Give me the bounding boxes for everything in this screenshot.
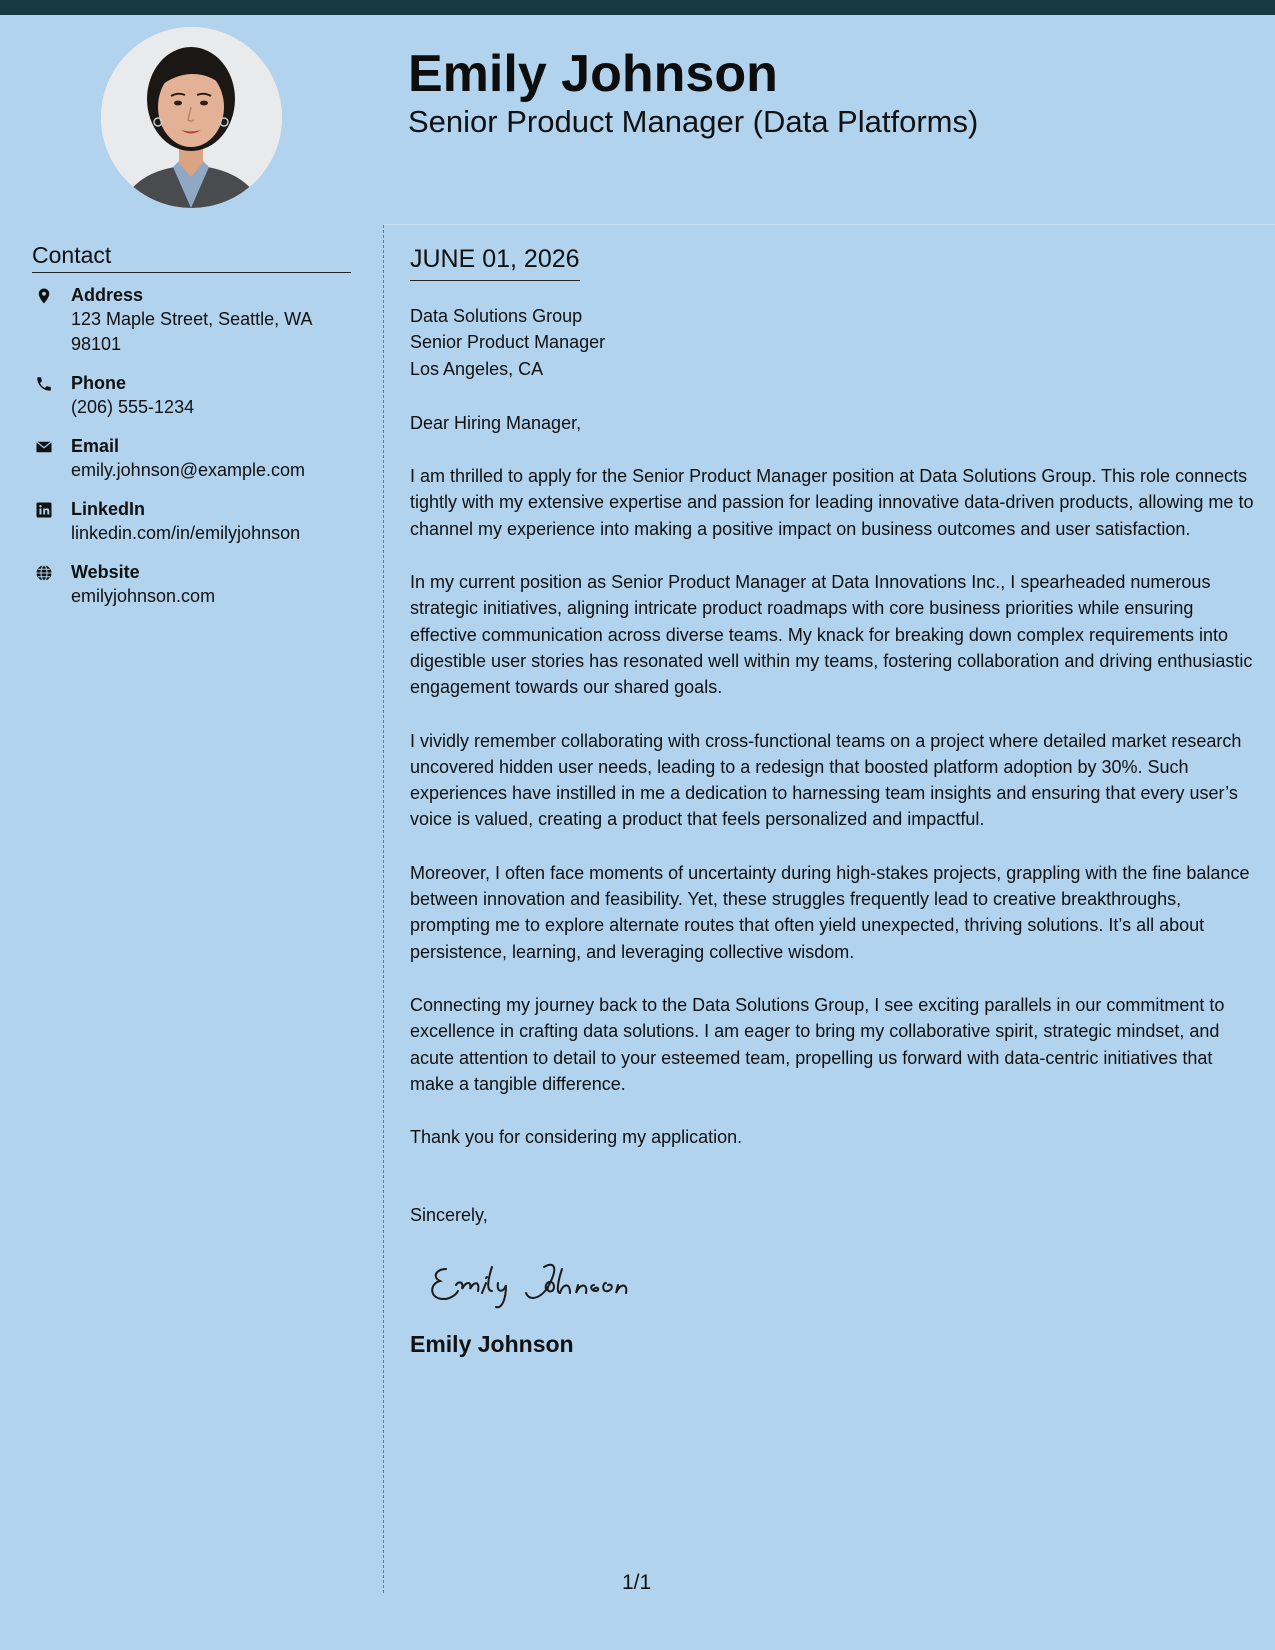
contact-label: LinkedIn [71,499,146,519]
contact-label: Phone [71,373,127,393]
contact-item-website [32,560,362,609]
phone-value[interactable]: (206) 555-1234 [71,397,195,417]
contact-list [32,283,362,623]
globe-icon [35,564,53,582]
contact-heading: Contact [32,240,351,273]
closing: Sincerely, [410,1205,488,1226]
linkedin-icon [35,501,53,519]
paragraph: In my current position as Senior Product Manager at Data Innovations Inc., I spearheaded numerous strategic initiatives, aligning intricate product roadmaps with core business priorities while ensuring effective communication across diverse teams. My knack for breaking down complex requirements into digestible user stories has resonated well within my teams, fostering collaboration and driving enthusiastic engagement towards our shared goals. [410,572,1253,698]
envelope-icon [35,438,53,456]
paragraph: Connecting my journey back to the Data Solutions Group, I see exciting parallels in our commitment to excellence in crafting data solutions. I am eager to bring my collaborative spirit, strategic mindset, and acute attention to detail to your esteemed team, propelling us forward with data-centric initiatives that make a tangible difference. [410,994,1225,1094]
contact-label: Website [71,562,140,582]
address-value: 123 Maple Street, Seattle, WA 98101 [71,309,312,354]
handwritten-signature [426,1247,1255,1319]
paragraph: Moreover, I often face moments of uncertainty during high-stakes projects, grappling with the fine balance between innovation and feasibility. Yet, these struggles frequently lead to creative breakthroughs, prompting me to explore alternate routes that often yield unexpected, thriving solutions. It’s all about persistence, learning, and leveraging collective wisdom. [410,862,1250,962]
recipient-position: Senior Product Manager [410,332,606,353]
signer-name: Emily Johnson [410,1330,574,1357]
candidate-name: Emily Johnson [408,45,778,103]
column-divider [383,225,384,1593]
header-divider [384,224,1275,225]
contact-item-address [32,283,362,357]
paragraph: I vividly remember collaborating with cross-functional teams on a project where detailed market research uncovered hidden user needs, leading to a redesign that boosted platform adoption by 30%. Such experiences have instilled in me a dedication to harnessing team insights and ensuring that every user’s voice is valued, creating a product that feels personalized and impactful. [410,730,1242,830]
paragraph: I am thrilled to apply for the Senior Product Manager position at Data Solutions Group. This role connects tightly with my extensive expertise and passion for leading innovative data-driven products, allowing me to channel my experience into making a positive impact on business outcomes and user satisfaction. [410,466,1254,539]
paragraph: Thank you for considering my application. [410,1127,743,1148]
letter-date: JUNE 01, 2026 [410,243,580,281]
recipient-company: Data Solutions Group [410,306,583,326]
salutation: Dear Hiring Manager, [410,412,582,433]
contact-item-phone [32,371,362,420]
email-value[interactable]: emily.johnson@example.com [71,460,306,480]
phone-icon [35,375,53,393]
recipient-location: Los Angeles, CA [410,358,544,379]
candidate-title: Senior Product Manager (Data Platforms) [408,104,979,139]
map-pin-icon [35,287,53,305]
profile-photo [101,27,282,208]
page-number-text: 1/1 [622,1571,652,1594]
contact-item-linkedin [32,497,362,546]
top-accent-bar [0,0,1275,15]
contact-item-email [32,434,362,483]
contact-label: Email [71,436,120,456]
letter-body [410,303,1255,1359]
linkedin-value[interactable]: linkedin.com/in/emilyjohnson [71,523,301,543]
website-value[interactable]: emilyjohnson.com [71,586,216,606]
contact-label: Address [71,285,144,305]
recipient-block [410,303,1255,382]
